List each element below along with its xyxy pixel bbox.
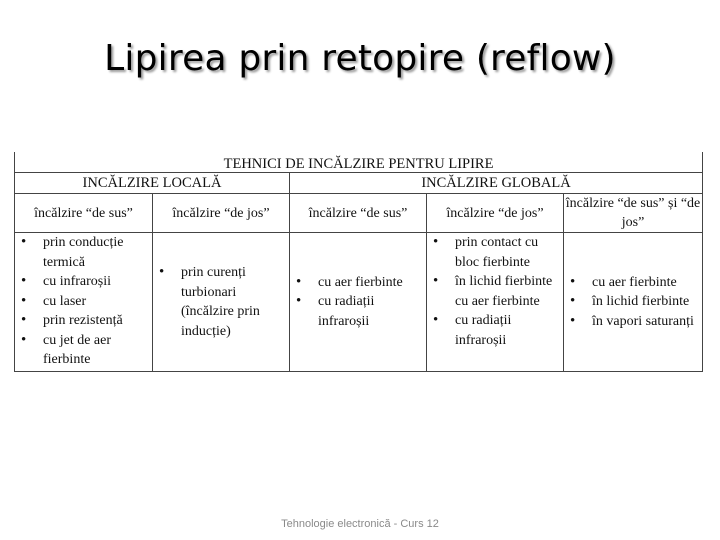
bullet-list [153, 263, 289, 341]
list-item: • cu radiații infraroșii [427, 311, 563, 350]
list-item: • prin conducție termică [15, 233, 152, 272]
list-item: • cu radiații infraroșii [290, 292, 426, 331]
list-item: • în lichid fierbinte cu aer fierbinte [427, 272, 563, 311]
list-item: • cu infraroșii [15, 272, 152, 292]
group-header-global: INCĂLZIRE GLOBALĂ [290, 173, 703, 194]
list-item: • cu laser [15, 292, 152, 312]
bullet-list [564, 273, 702, 332]
heating-techniques-table [14, 152, 703, 372]
column-header: încălzire “de jos” [427, 194, 564, 233]
column-header: încălzire “de sus” și “de jos” [564, 194, 703, 233]
table-caption: TEHNICI DE INCĂLZIRE PENTRU LIPIRE [15, 152, 703, 173]
bullet-list [290, 273, 426, 332]
list-item: • prin rezistență [15, 311, 152, 331]
bullet-list [427, 233, 563, 350]
list-item: • în vapori saturanți [564, 312, 702, 332]
list-item: • cu aer fierbinte [290, 273, 426, 293]
list-item: • cu aer fierbinte [564, 273, 702, 293]
column-header: încălzire “de sus” [15, 194, 153, 233]
group-header-local: INCĂLZIRE LOCALĂ [15, 173, 290, 194]
list-item: • în lichid fierbinte [564, 292, 702, 312]
column-header: încălzire “de sus” [290, 194, 427, 233]
table-cell [153, 233, 290, 372]
list-item: • cu jet de aer fierbinte [15, 331, 152, 370]
list-item: • prin contact cu bloc fierbinte [427, 233, 563, 272]
column-header: încălzire “de jos” [153, 194, 290, 233]
slide-title: Lipirea prin retopire (reflow) [104, 38, 616, 79]
table-cell [427, 233, 564, 372]
table-cell [15, 233, 153, 372]
table-cell [564, 233, 703, 372]
list-item: • prin curenți turbionari (încălzire prin inducție) [153, 263, 289, 341]
slide-footer: Tehnologie electronică - Curs 12 [281, 518, 439, 530]
table-cell [290, 233, 427, 372]
bullet-list [15, 233, 152, 370]
